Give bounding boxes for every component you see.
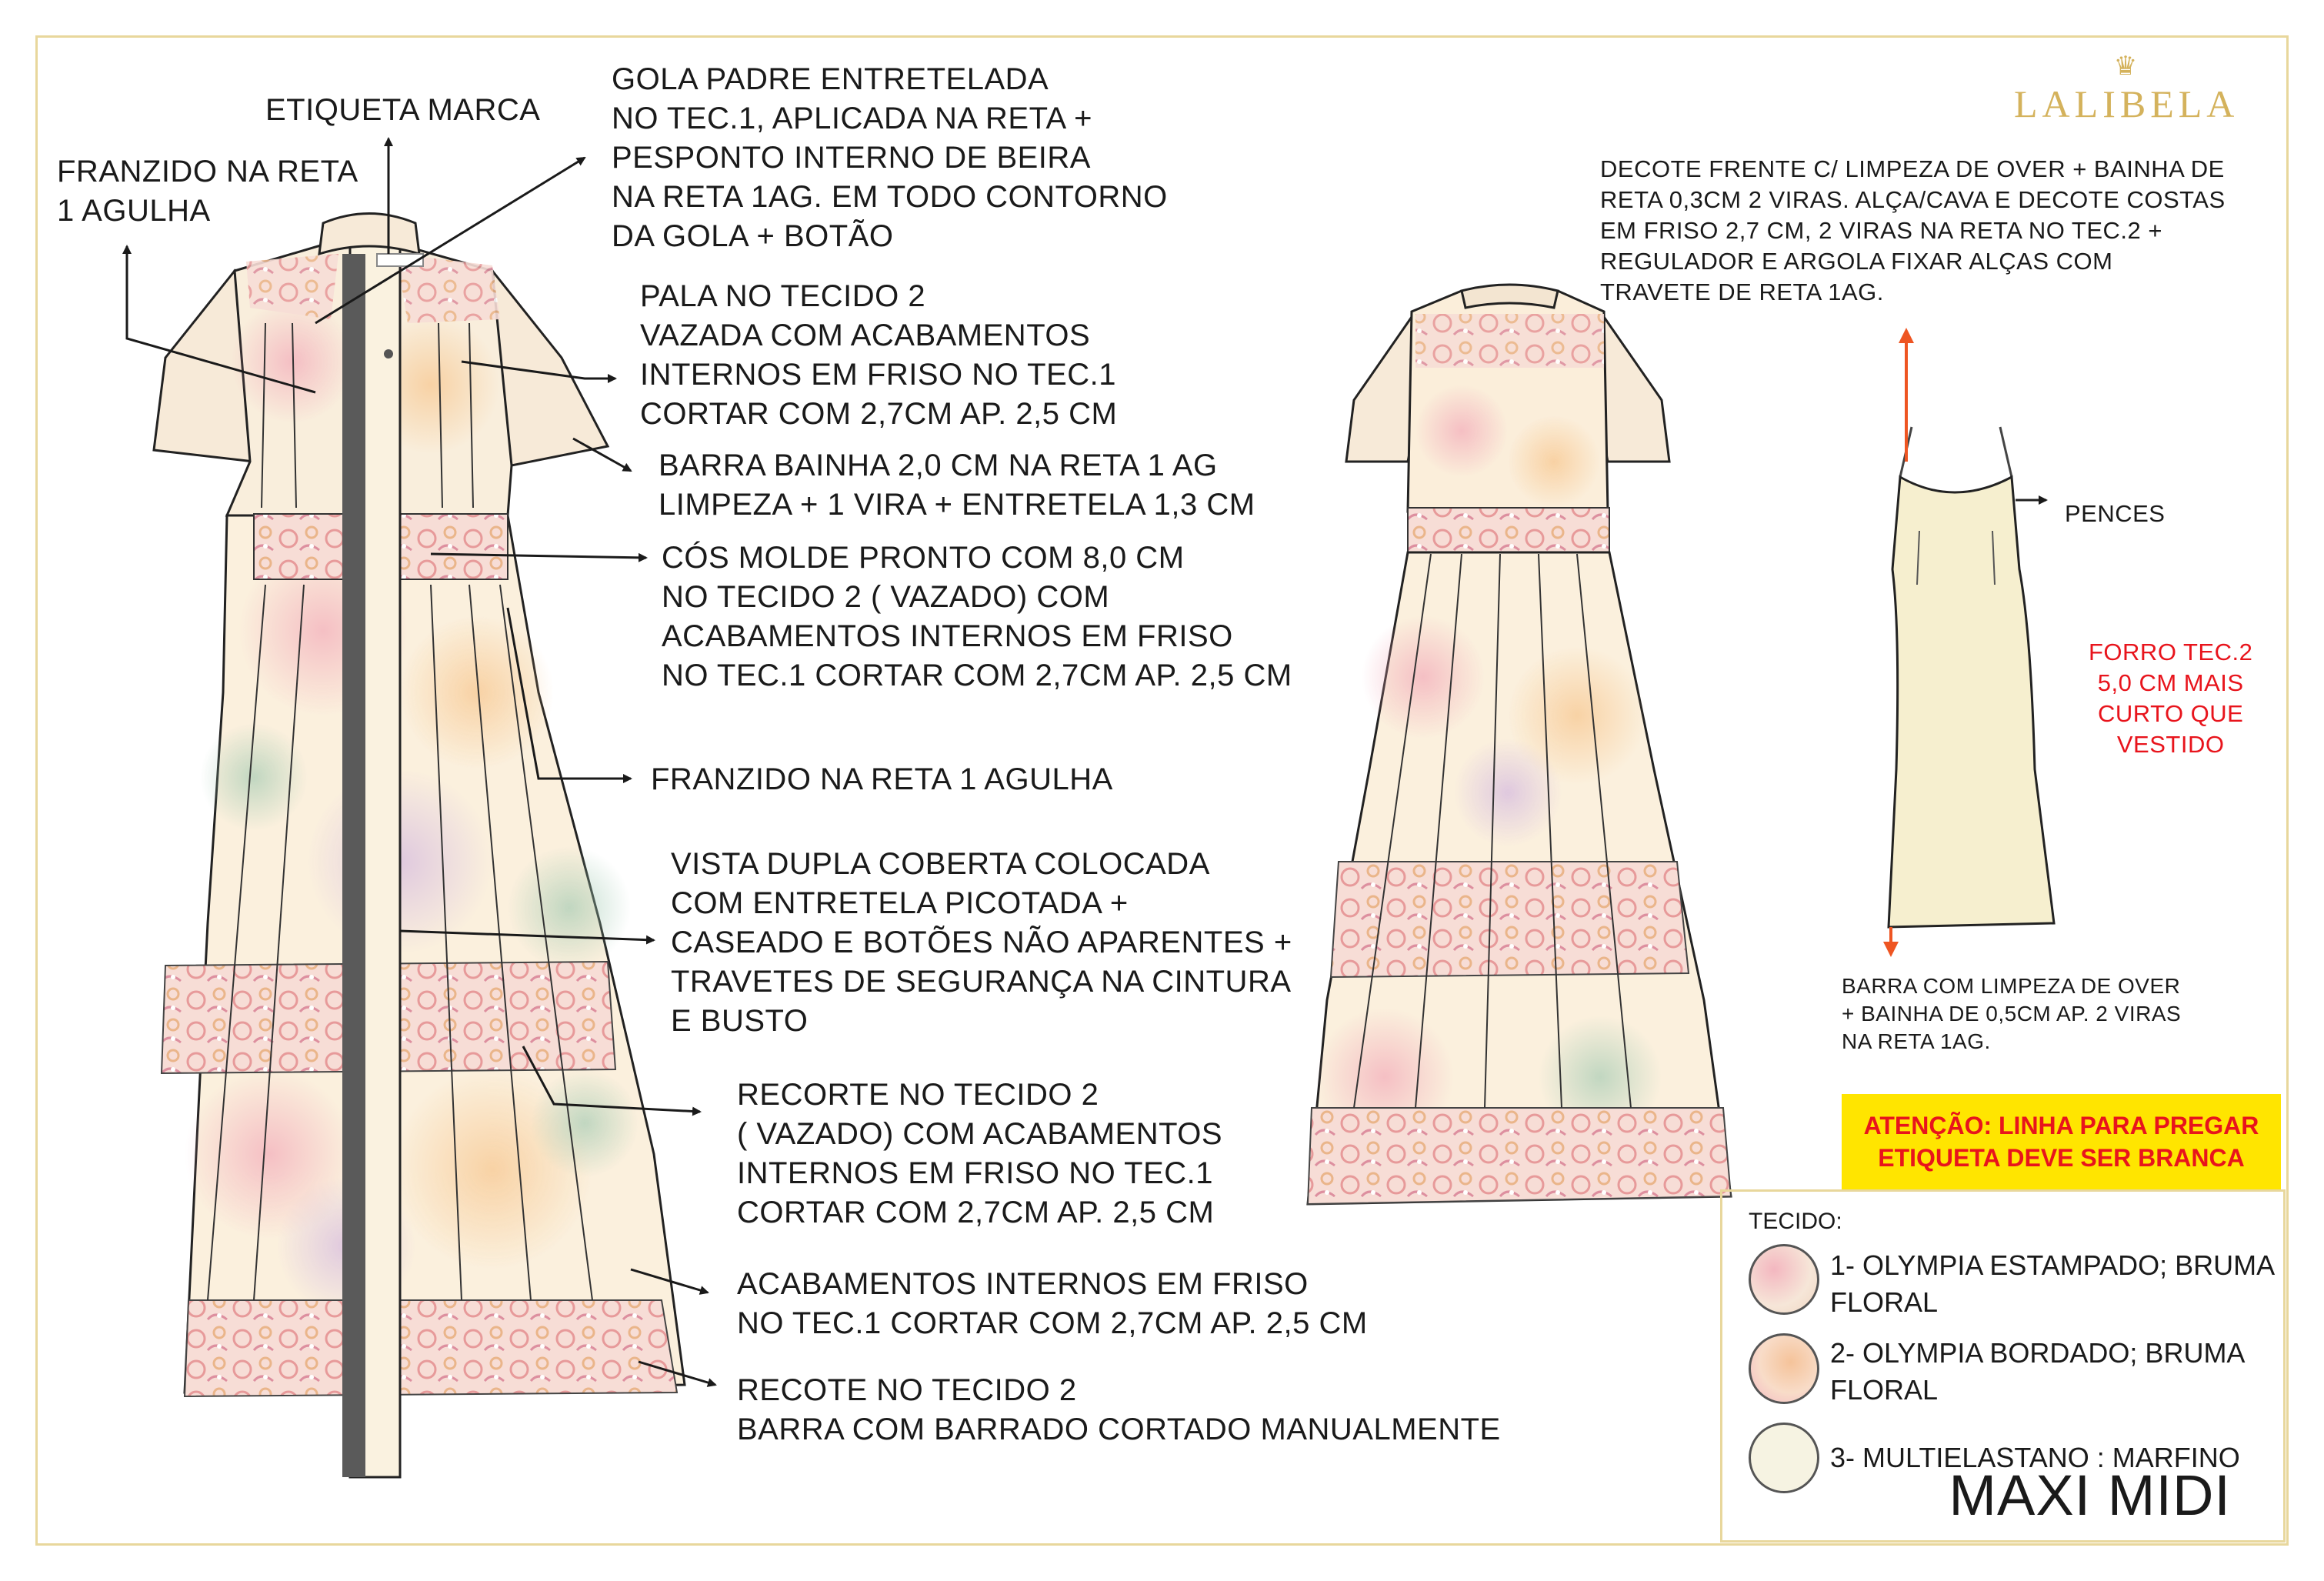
label-barra-bainha: BARRA BAINHA 2,0 CM NA RETA 1 AG LIMPEZA + 1 VIRA + ENTRETELA 1,3 CM (659, 449, 1255, 522)
label-barra-forro: BARRA COM LIMPEZA DE OVER + BAINHA DE 0,5CM AP. 2 VIRAS NA RETA 1AG. (1842, 974, 2182, 1053)
back-lace-hem (1308, 1108, 1731, 1204)
fabric-item-1: 1- OLYMPIA ESTAMPADO; BRUMA FLORAL (1830, 1249, 2276, 1318)
back-collar (1462, 285, 1558, 308)
label-pences: PENCES (2065, 500, 2166, 527)
label-acabamentos: ACABAMENTOS INTERNOS EM FRISO NO TEC.1 CORTAR COM 2,7CM AP. 2,5 CM (737, 1267, 1368, 1340)
label-franzido-mid: FRANZIDO NA RETA 1 AGULHA (651, 762, 1113, 796)
fabric-swatch-1 (1749, 1244, 1819, 1315)
back-dress (1308, 285, 1731, 1204)
label-pala: PALA NO TECIDO 2 VAZADA COM ACABAMENTOS INTERNOS EM FRISO NO TEC.1 CORTAR COM 2,7CM AP. 2,5 CM (640, 279, 1118, 431)
brand-logo (2014, 51, 2237, 126)
back-yoke (1415, 314, 1604, 368)
inner-facing (342, 254, 365, 1477)
label-cos: CÓS MOLDE PRONTO COM 8,0 CM NO TECIDO 2 ( VAZADO) COM ACABAMENTOS INTERNOS EM FRISO NO TEC.1 CORTAR COM 2,7CM AP. 2,5 CM (662, 541, 1292, 692)
slip-body (1889, 477, 2054, 927)
model-name: MAXI MIDI (1949, 1463, 2231, 1527)
label-forro: FORRO TEC.2 5,0 CM MAIS CURTO QUE VESTIDO (2089, 639, 2253, 758)
back-lace-band (1331, 862, 1689, 977)
bee-crown-icon: ♛ (2113, 52, 2138, 81)
back-waistband (1408, 508, 1609, 552)
label-recorte: RECORTE NO TECIDO 2 ( VAZADO) COM ACABAMENTOS INTERNOS EM FRISO NO TEC.1 CORTAR COM 2,7CM AP. 2,5 CM (737, 1078, 1223, 1229)
fabric-legend (1720, 1189, 2286, 1543)
label-decote: DECOTE FRENTE C/ LIMPEZA DE OVER + BAINHA DE RETA 0,3CM 2 VIRAS. ALÇA/CAVA E DECOTE COSTAS EM FRISO 2,7 CM, 2 VIRAS NA RETA NO TEC.2 + REGULADOR E ARGOLA FIXAR ALÇAS COM TRAVETE DE RETA 1AG. (1600, 155, 2226, 305)
label-etiqueta-marca: ETIQUETA MARCA (265, 93, 541, 127)
slip-lining (1889, 331, 2054, 954)
label-franzido-top: FRANZIDO NA RETA 1 AGULHA (57, 155, 358, 228)
fabric-item-2: 2- OLYMPIA BORDADO; BRUMA FLORAL (1830, 1337, 2246, 1406)
label-gola: GOLA PADRE ENTRETELADA NO TEC.1, APLICADA NA RETA + PESPONTO INTERNO DE BEIRA NA RETA 1AG. EM TODO CONTORNO DA GOLA + BOTÃO (612, 62, 1168, 253)
fabric-swatch-2 (1749, 1333, 1819, 1404)
brand-name: LALIBELA (2014, 82, 2239, 125)
fabric-swatch-3 (1749, 1423, 1819, 1493)
warning-box: ATENÇÃO: LINHA PARA PREGAR ETIQUETA DEVE SER BRANCA (1842, 1094, 2281, 1189)
collar-button (384, 349, 393, 359)
fabric-item-3: 3- MULTIELASTANO : MARFINO (1830, 1442, 2240, 1473)
label-recote: RECOTE NO TECIDO 2 BARRA COM BARRADO CORTADO MANUALMENTE (737, 1373, 1501, 1446)
legend-title: TECIDO: (1749, 1209, 1842, 1234)
label-vista: VISTA DUPLA COBERTA COLOCADA COM ENTRETELA PICOTADA + CASEADO E BOTÕES NÃO APARENTES + TRAVETES DE SEGURANÇA NA CINTURA E BUSTO (671, 847, 1292, 1038)
front-dress (154, 214, 685, 1478)
lace-hem (185, 1300, 677, 1396)
